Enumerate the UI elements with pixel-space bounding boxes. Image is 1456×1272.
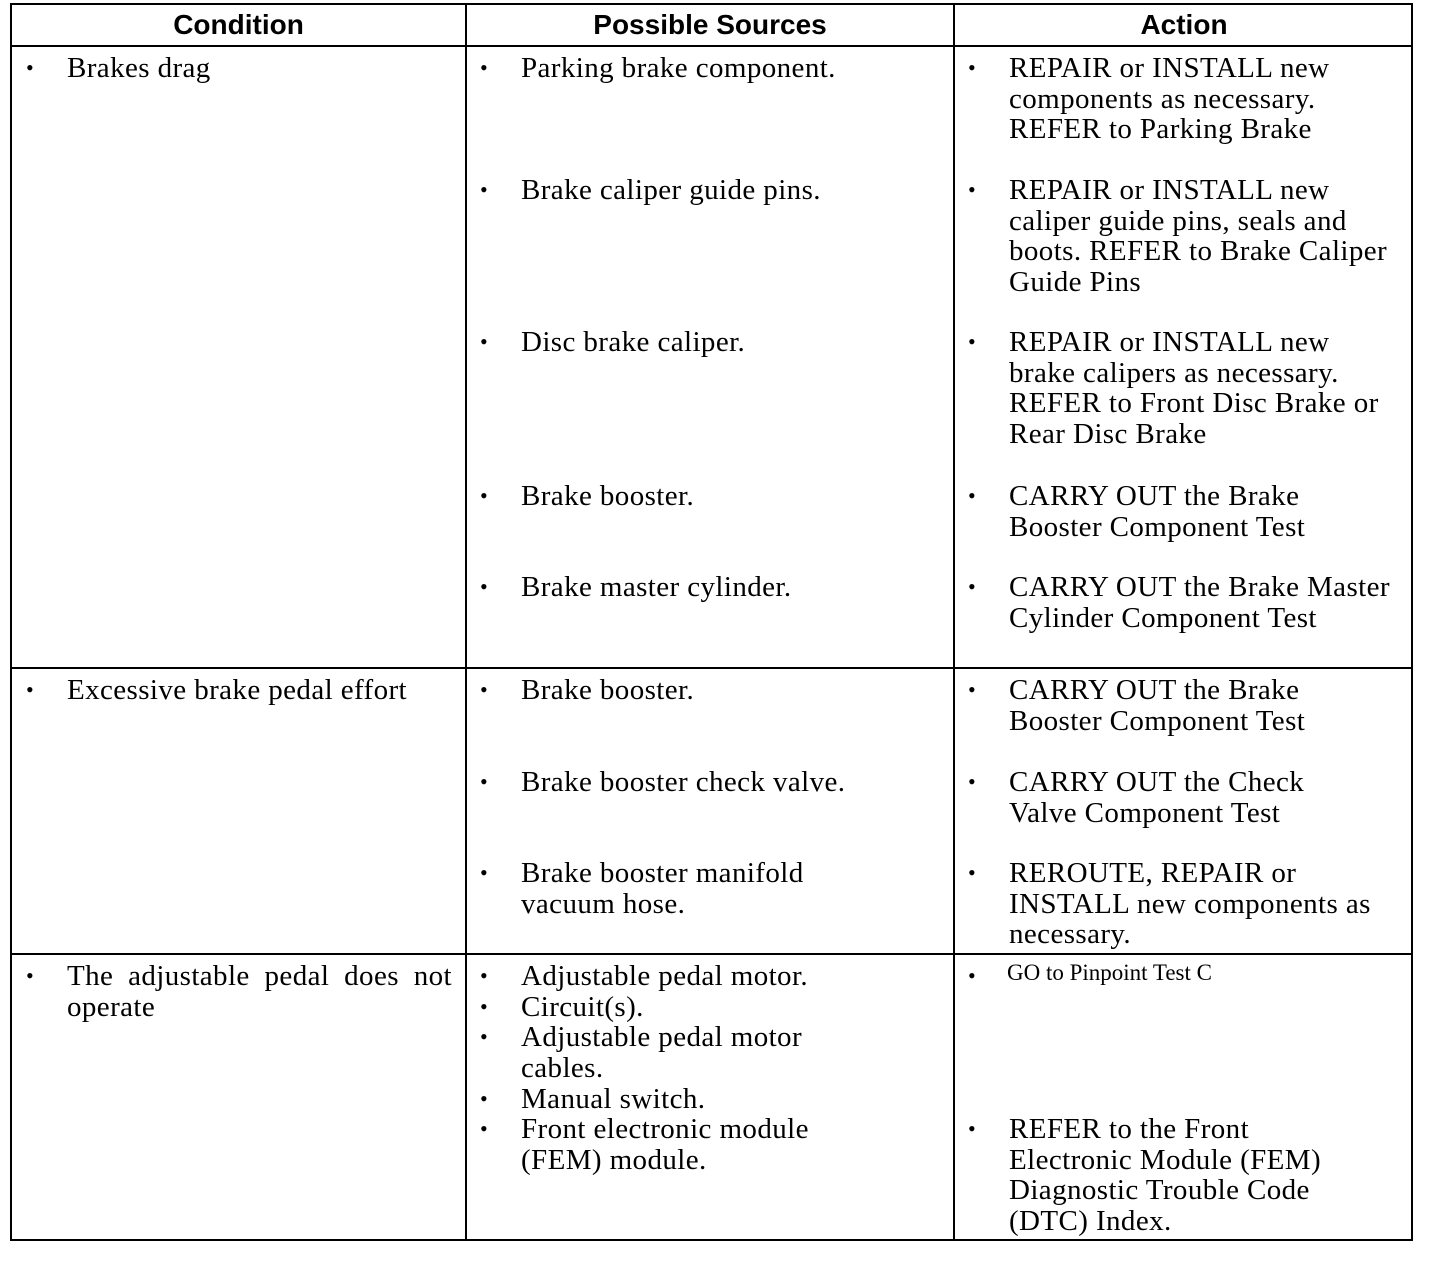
bullet: • [968,1116,976,1141]
source-text: Parking brake component. [521,52,836,84]
condition-text: Excessive brake pedal effort [67,674,407,706]
source-text: Front electronic module (FEM) module. [521,1113,809,1176]
source-text: Adjustable pedal motor. [521,960,809,992]
action-text: CARRY OUT the Brake Master Cylinder Component Test [1009,571,1390,634]
bullet: • [480,1024,488,1049]
bullet: • [968,329,976,354]
source-text: Brake booster check valve. [521,766,846,798]
bullet: • [480,1116,488,1141]
bullet: • [968,677,976,702]
bullet: • [480,769,488,794]
source-text: Manual switch. [521,1083,706,1115]
action-text: CARRY OUT the Brake Booster Component Test [1009,480,1306,543]
bullet: • [968,963,976,988]
source-text: Circuit(s). [521,991,644,1023]
bullet: • [968,483,976,508]
source-text: Brake booster. [521,674,695,706]
action-text: REPAIR or INSTALL new caliper guide pins, seals and boots. REFER to Brake Caliper Guide Pins [1009,174,1388,298]
bullet: • [480,574,488,599]
bullet: • [480,677,488,702]
bullet: • [480,483,488,508]
bullet: • [968,769,976,794]
header-possible-sources: Possible Sources [593,9,827,40]
bullet: • [480,1086,488,1111]
bullet: • [480,177,488,202]
bullet: • [26,963,34,988]
bullet: • [480,994,488,1019]
action-text: GO to Pinpoint Test C [1007,960,1212,985]
bullet: • [480,329,488,354]
source-text: Brake booster. [521,480,695,512]
action-text: CARRY OUT the Check Valve Component Test [1009,766,1305,829]
source-text: Brake booster manifold vacuum hose. [521,857,804,920]
action-text: CARRY OUT the Brake Booster Component Test [1009,674,1306,737]
bullet: • [480,860,488,885]
row-divider-1 [12,667,1411,669]
bullet: • [26,55,34,80]
bullet: • [968,177,976,202]
bullet: • [26,677,34,702]
header-condition: Condition [173,9,304,40]
action-text: REPAIR or INSTALL new components as necessary. REFER to Parking Brake [1009,52,1330,146]
header-divider [12,45,1411,47]
action-text: REFER to the Front Electronic Module (FEM) Diagnostic Trouble Code (DTC) Index. [1009,1113,1322,1237]
source-text: Disc brake caliper. [521,326,746,358]
bullet: • [968,574,976,599]
bullet: • [480,963,488,988]
bullet: • [968,55,976,80]
action-text: REROUTE, REPAIR or INSTALL new components as necessary. [1009,857,1371,951]
diagnosis-table [10,3,1413,1241]
condition-text: The adjustable pedal does not operate [67,960,452,1023]
action-text: REPAIR or INSTALL new brake calipers as necessary. REFER to Front Disc Brake or Rear Disc Brake [1009,326,1379,450]
bullet: • [968,860,976,885]
header-action: Action [1140,9,1228,40]
row-divider-2 [12,953,1411,955]
column-divider-1 [465,5,467,1239]
bullet: • [480,55,488,80]
source-text: Brake caliper guide pins. [521,174,821,206]
source-text: Brake master cylinder. [521,571,792,603]
source-text: Adjustable pedal motor cables. [521,1021,803,1084]
condition-text: Brakes drag [67,52,211,84]
column-divider-2 [953,5,955,1239]
